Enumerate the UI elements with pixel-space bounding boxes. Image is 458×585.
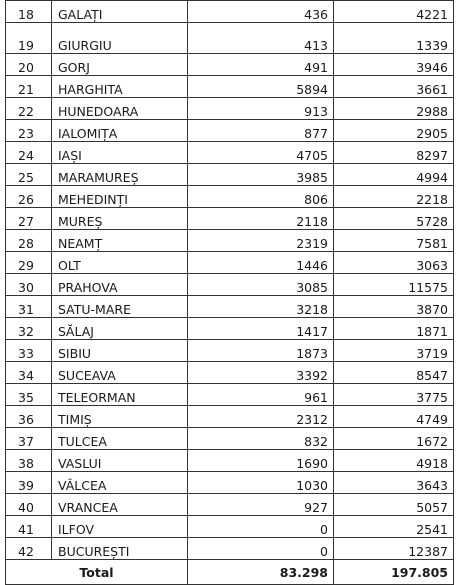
value-a: 5894	[188, 76, 334, 98]
total-value-a: 83.298	[188, 560, 334, 585]
row-number: 28	[6, 230, 52, 252]
row-number: 38	[6, 450, 52, 472]
table-row	[6, 318, 454, 340]
value-a: 1030	[188, 472, 334, 494]
row-number: 24	[6, 142, 52, 164]
row-number: 40	[6, 494, 52, 516]
value-b: 7581	[334, 230, 454, 252]
value-a: 413	[188, 23, 334, 54]
value-b: 1871	[334, 318, 454, 340]
value-a: 491	[188, 54, 334, 76]
value-a: 3218	[188, 296, 334, 318]
value-a: 3085	[188, 274, 334, 296]
table-row	[6, 23, 454, 54]
table-row	[6, 120, 454, 142]
row-number: 20	[6, 54, 52, 76]
table-row	[6, 230, 454, 252]
county-name: IAȘI	[52, 142, 188, 164]
value-b: 2905	[334, 120, 454, 142]
table-row	[6, 450, 454, 472]
value-a: 806	[188, 186, 334, 208]
row-number: 18	[6, 1, 52, 23]
value-a: 1873	[188, 340, 334, 362]
county-name: MEHEDINȚI	[52, 186, 188, 208]
row-number: 26	[6, 186, 52, 208]
value-a: 1417	[188, 318, 334, 340]
table-row	[6, 296, 454, 318]
value-b: 3946	[334, 54, 454, 76]
county-name: TIMIȘ	[52, 406, 188, 428]
value-a: 0	[188, 538, 334, 560]
row-number: 32	[6, 318, 52, 340]
table-row	[6, 494, 454, 516]
value-b: 3719	[334, 340, 454, 362]
row-number: 19	[6, 23, 52, 54]
value-a: 877	[188, 120, 334, 142]
value-a: 927	[188, 494, 334, 516]
table-row	[6, 54, 454, 76]
value-b: 5057	[334, 494, 454, 516]
row-number: 39	[6, 472, 52, 494]
value-a: 2319	[188, 230, 334, 252]
row-number: 42	[6, 538, 52, 560]
value-b: 8547	[334, 362, 454, 384]
county-table	[5, 0, 454, 585]
row-number: 30	[6, 274, 52, 296]
county-name: GORJ	[52, 54, 188, 76]
value-a: 961	[188, 384, 334, 406]
row-number: 27	[6, 208, 52, 230]
county-name: VRANCEA	[52, 494, 188, 516]
value-a: 2312	[188, 406, 334, 428]
table-row	[6, 406, 454, 428]
table-row	[6, 142, 454, 164]
value-b: 12387	[334, 538, 454, 560]
county-name: ILFOV	[52, 516, 188, 538]
row-number: 41	[6, 516, 52, 538]
row-number: 35	[6, 384, 52, 406]
value-b: 3661	[334, 76, 454, 98]
table-row	[6, 252, 454, 274]
value-b: 4749	[334, 406, 454, 428]
row-number: 23	[6, 120, 52, 142]
value-b: 11575	[334, 274, 454, 296]
row-number: 34	[6, 362, 52, 384]
county-name: SUCEAVA	[52, 362, 188, 384]
value-b: 2218	[334, 186, 454, 208]
value-b: 4994	[334, 164, 454, 186]
county-name: VASLUI	[52, 450, 188, 472]
county-name: TELEORMAN	[52, 384, 188, 406]
value-b: 4221	[334, 1, 454, 23]
value-b: 3063	[334, 252, 454, 274]
table-row	[6, 76, 454, 98]
row-number: 37	[6, 428, 52, 450]
total-value-b: 197.805	[334, 560, 454, 585]
row-number: 29	[6, 252, 52, 274]
table-row	[6, 98, 454, 120]
county-name: SIBIU	[52, 340, 188, 362]
value-b: 3870	[334, 296, 454, 318]
table-row	[6, 1, 454, 23]
county-name: PRAHOVA	[52, 274, 188, 296]
table-row	[6, 516, 454, 538]
county-name: BUCUREȘTI	[52, 538, 188, 560]
row-number: 36	[6, 406, 52, 428]
value-a: 913	[188, 98, 334, 120]
table-row	[6, 186, 454, 208]
county-name: GALAȚI	[52, 1, 188, 23]
table-row	[6, 208, 454, 230]
county-name: HUNEDOARA	[52, 98, 188, 120]
table-row	[6, 428, 454, 450]
value-b: 3643	[334, 472, 454, 494]
value-b: 1672	[334, 428, 454, 450]
table-row	[6, 384, 454, 406]
county-name: MUREȘ	[52, 208, 188, 230]
county-name: SĂLAJ	[52, 318, 188, 340]
county-name: GIURGIU	[52, 23, 188, 54]
county-name: TULCEA	[52, 428, 188, 450]
value-b: 8297	[334, 142, 454, 164]
table-row	[6, 362, 454, 384]
table-row	[6, 274, 454, 296]
value-b: 5728	[334, 208, 454, 230]
value-b: 4918	[334, 450, 454, 472]
county-name: VÂLCEA	[52, 472, 188, 494]
value-a: 4705	[188, 142, 334, 164]
value-a: 3985	[188, 164, 334, 186]
table-row	[6, 164, 454, 186]
county-name: IALOMIȚA	[52, 120, 188, 142]
table-row	[6, 538, 454, 560]
total-label: Total	[6, 560, 188, 585]
county-name: HARGHITA	[52, 76, 188, 98]
table-body	[6, 1, 454, 585]
value-a: 3392	[188, 362, 334, 384]
table-row	[6, 472, 454, 494]
row-number: 33	[6, 340, 52, 362]
row-number: 22	[6, 98, 52, 120]
value-a: 0	[188, 516, 334, 538]
row-number: 25	[6, 164, 52, 186]
value-b: 2988	[334, 98, 454, 120]
value-b: 1339	[334, 23, 454, 54]
value-a: 1690	[188, 450, 334, 472]
county-name: SATU-MARE	[52, 296, 188, 318]
total-row	[6, 560, 454, 585]
value-a: 436	[188, 1, 334, 23]
value-a: 832	[188, 428, 334, 450]
table-row	[6, 340, 454, 362]
row-number: 31	[6, 296, 52, 318]
value-b: 3775	[334, 384, 454, 406]
county-name: OLT	[52, 252, 188, 274]
value-a: 1446	[188, 252, 334, 274]
value-b: 2541	[334, 516, 454, 538]
row-number: 21	[6, 76, 52, 98]
county-name: NEAMȚ	[52, 230, 188, 252]
county-name: MARAMUREȘ	[52, 164, 188, 186]
value-a: 2118	[188, 208, 334, 230]
